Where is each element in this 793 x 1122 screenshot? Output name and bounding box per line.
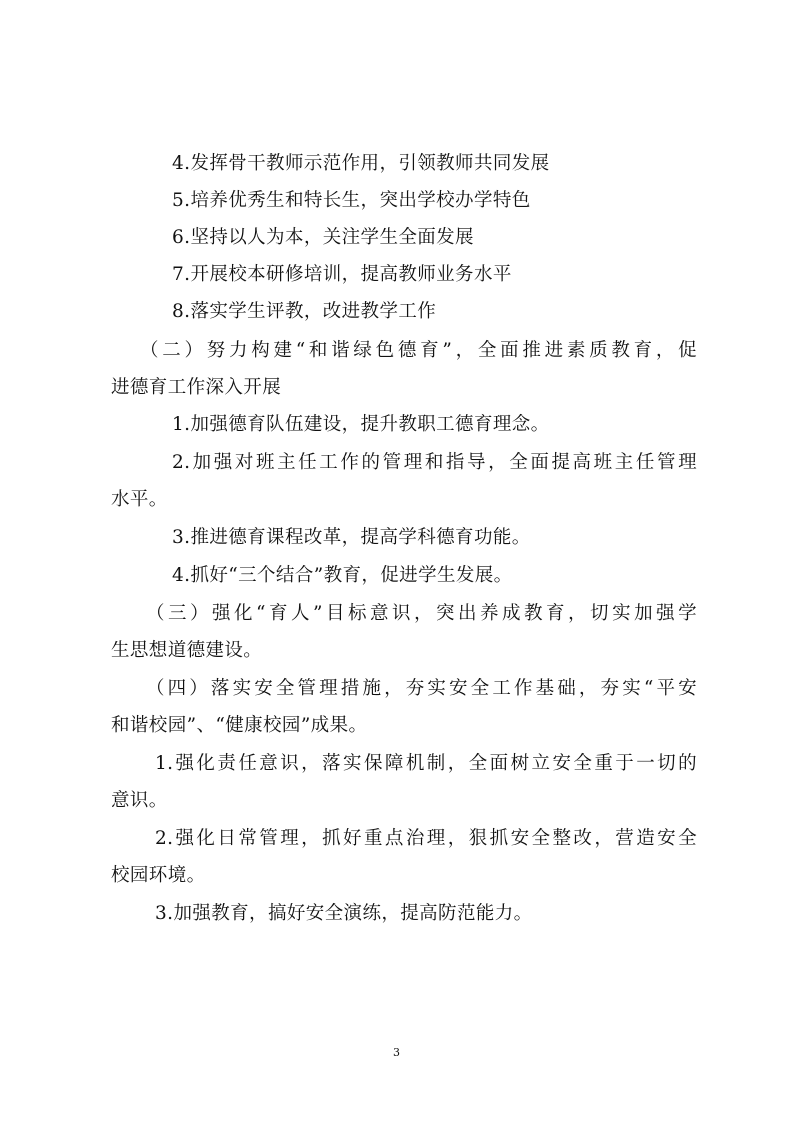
text-line: 1.加强德育队伍建设，提升教职工德育理念。 — [172, 414, 550, 435]
text-line: 水平。 — [111, 489, 168, 510]
text-line: 3.加强教育，搞好安全演练，提高防范能力。 — [155, 903, 533, 924]
page-number: 3 — [393, 1046, 400, 1059]
text-line: 5.培养优秀生和特长生，突出学校办学特色 — [172, 190, 531, 211]
text-line: 8.落实学生评教，改进教学工作 — [172, 301, 437, 322]
text-line: 和谐校园”、“健康校园”成果。 — [111, 715, 368, 736]
text-line: 7.开展校本研修培训，提高教师业务水平 — [172, 264, 512, 285]
text-line: 3.推进德育课程改革，提高学科德育功能。 — [172, 527, 531, 548]
text-line: 4.抓好“三个结合”教育，促进学生发展。 — [172, 565, 513, 586]
text-line: 1.强化责任意识，落实保障机制，全面树立安全重于一切的 — [155, 753, 697, 774]
text-line: 2.加强对班主任工作的管理和指导，全面提高班主任管理 — [172, 452, 697, 473]
text-line: 生思想道德建设。 — [111, 640, 263, 661]
text-line: 进德育工作深入开展 — [111, 377, 282, 398]
text-line: 6.坚持以人为本，关注学生全面发展 — [172, 227, 474, 248]
section-heading: （四）落实安全管理措施，夯实安全工作基础，夯实“平安 — [146, 678, 697, 699]
section-heading: （二）努力构建“和谐绿色德育”，全面推进素质教育，促 — [140, 340, 697, 361]
text-line: 4.发挥骨干教师示范作用，引领教师共同发展 — [172, 153, 550, 174]
text-line: 意识。 — [111, 790, 168, 811]
section-heading: （三）强化“育人”目标意识，突出养成教育，切实加强学 — [146, 603, 697, 624]
text-line: 校园环境。 — [111, 865, 206, 886]
text-line: 2.强化日常管理，抓好重点治理，狠抓安全整改，营造安全 — [155, 828, 697, 849]
